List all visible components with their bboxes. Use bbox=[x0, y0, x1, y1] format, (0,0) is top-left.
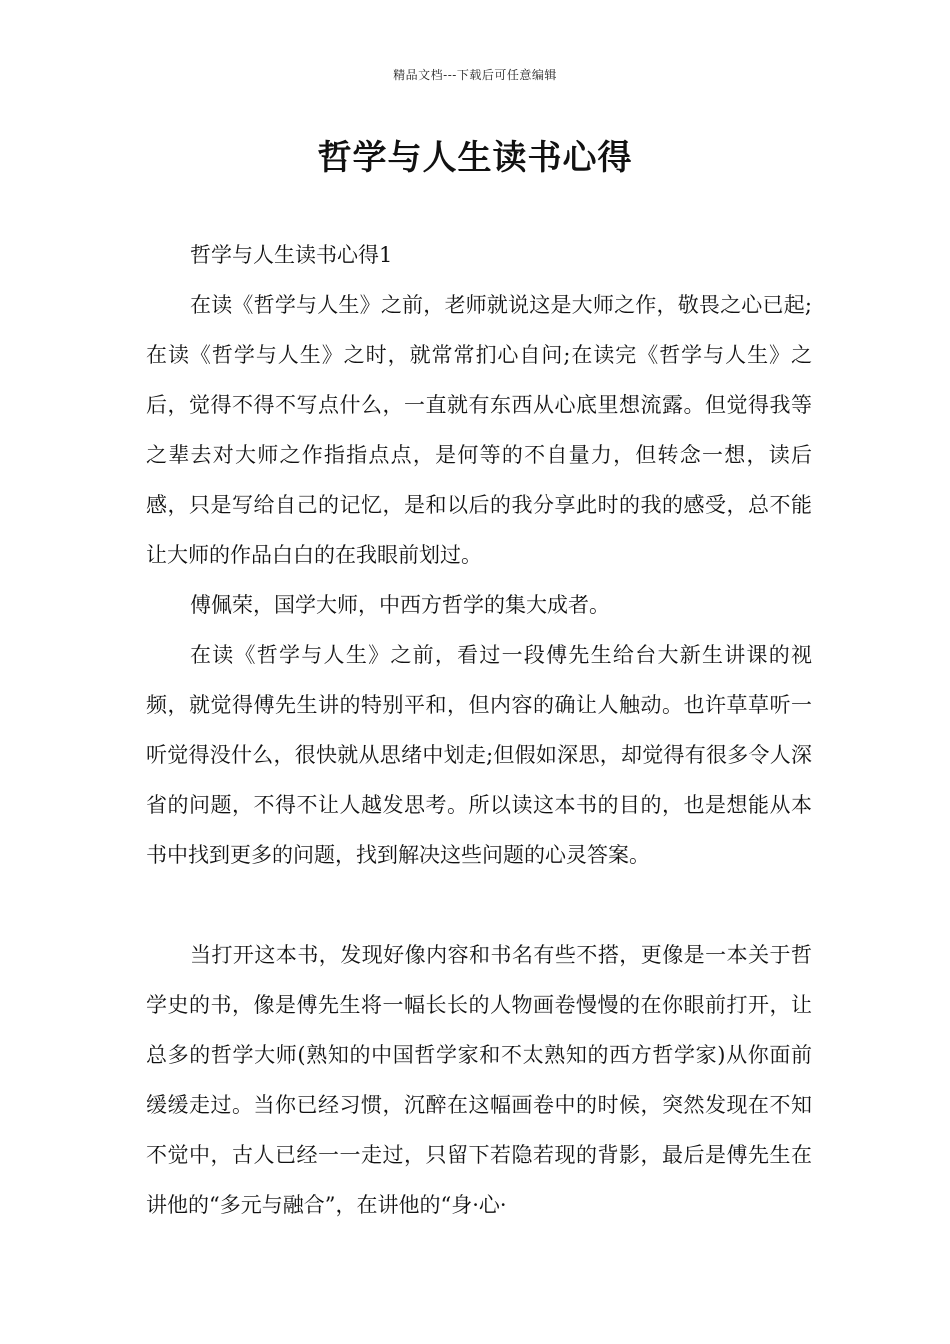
paragraph: 在读《哲学与人生》之前，看过一段傅先生给台大新生讲课的视频，就觉得傅先生讲的特别平和，但内容的确让人触动。也许草草听一听觉得没什么，很快就从思绪中划走;但假如深思，却觉得有很多令人深省的问题，不得不让人越发思考。所以读这本书的目的，也是想能从本书中找到更多的问题，找到解决这些问题的心灵答案。 bbox=[146, 643, 812, 867]
paragraph: 在读《哲学与人生》之前，老师就说这是大师之作，敬畏之心已起;在读《哲学与人生》之时，就常常扪心自问;在读完《哲学与人生》之后，觉得不得不写点什么，一直就有东西从心底里想流露。但觉得我等之辈去对大师之作指指点点，是何等的不自量力，但转念一想，读后感，只是写给自己的记忆，是和以后的我分享此时的我的感受，总不能让大师的作品白白的在我眼前划过。 bbox=[146, 293, 812, 567]
paragraph-gap bbox=[146, 880, 812, 930]
document-body bbox=[146, 230, 812, 1230]
paragraph: 傅佩荣，国学大师，中西方哲学的集大成者。 bbox=[190, 593, 610, 617]
section-heading: 哲学与人生读书心得1 bbox=[190, 243, 393, 267]
document-title: 哲学与人生读书心得 bbox=[317, 138, 633, 178]
paragraph: 当打开这本书，发现好像内容和书名有些不搭，更像是一本关于哲学史的书，像是傅先生将一幅长长的人物画卷慢慢的在你眼前打开，让总多的哲学大师(熟知的中国哲学家和不太熟知的西方哲学家)从你面前缓缓走过。当你已经习惯，沉醉在这幅画卷中的时候，突然发现在不知不觉中，古人已经一一走过，只留下若隐若现的背影，最后是傅先生在讲他的“多元与融合”，在讲他的“身·心· bbox=[146, 943, 812, 1217]
page-header: 精品文档---下载后可任意编辑 bbox=[393, 68, 557, 82]
